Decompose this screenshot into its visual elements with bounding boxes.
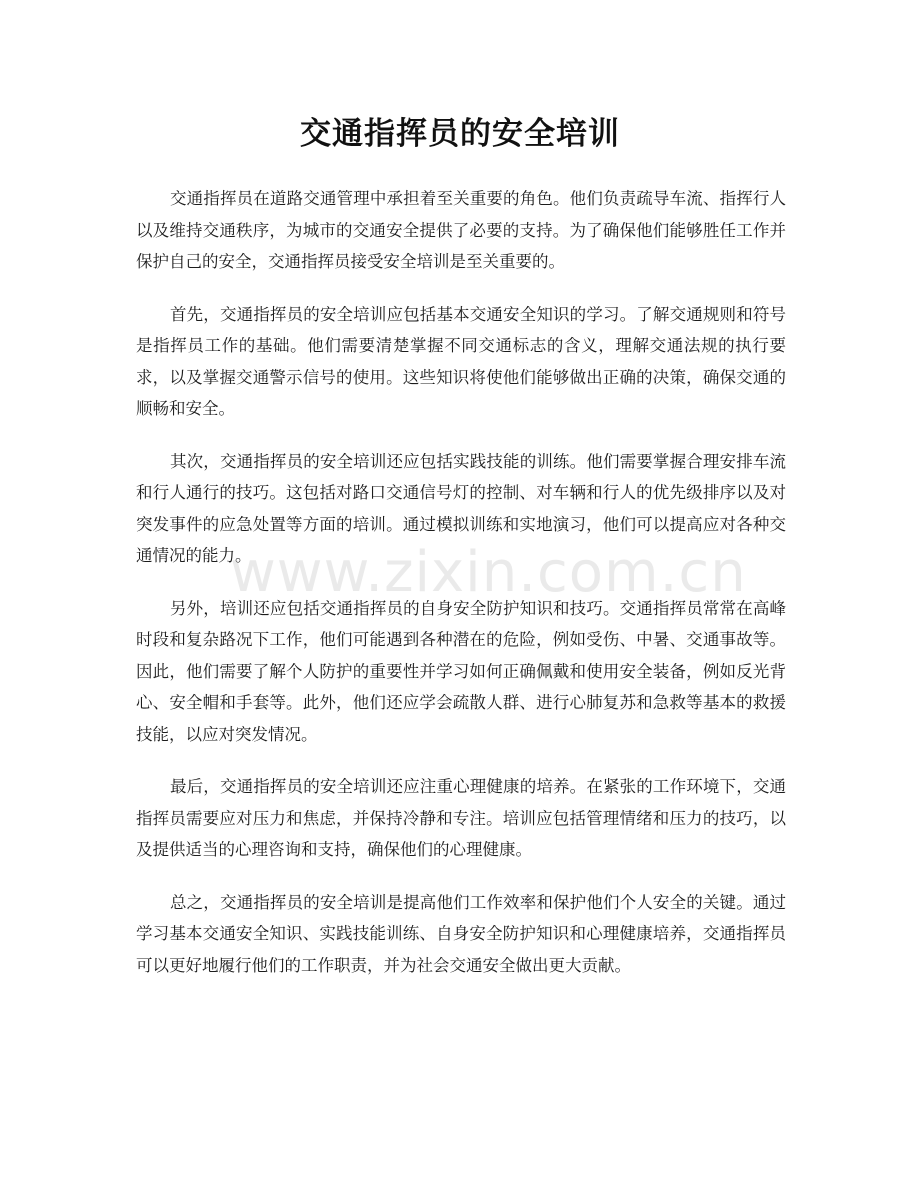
paragraph-practical-skills: 其次，交通指挥员的安全培训还应包括实践技能的训练。他们需要掌握合理安排车流和行人通行的技巧。这包括对路口交通信号灯的控制、对车辆和行人的优先级排序以及对突发事件的应急处置等方面的培训。通过模拟训练和实地演习，他们可以提高应对各种交通情况的能力。 xyxy=(136,451,786,565)
paragraph-conclusion: 总之，交通指挥员的安全培训是提高他们工作效率和保护他们个人安全的关键。通过学习基本交通安全知识、实践技能训练、自身安全防护知识和心理健康培养，交通指挥员可以更好地履行他们的工作职责，并为社会交通安全做出更大贡献。 xyxy=(136,892,786,975)
paragraph-self-protection: 另外，培训还应包括交通指挥员的自身安全防护知识和技巧。交通指挥员常常在高峰时段和复杂路况下工作，他们可能遇到各种潜在的危险，例如受伤、中暑、交通事故等。因此，他们需要了解个人防护的重要性并学习如何正确佩戴和使用安全装备，例如反光背心、安全帽和手套等。此外，他们还应学会疏散人群、进行心肺复苏和急救等基本的救援技能，以应对突发情况。 xyxy=(136,598,786,744)
paragraph-mental-health: 最后，交通指挥员的安全培训还应注重心理健康的培养。在紧张的工作环境下，交通指挥员需要应对压力和焦虑，并保持冷静和专注。培训应包括管理情绪和压力的技巧，以及提供适当的心理咨询和支持，确保他们的心理健康。 xyxy=(136,777,786,859)
watermark: www.zixin.com.cn xyxy=(230,540,747,605)
paragraph-basic-knowledge: 首先，交通指挥员的安全培训应包括基本交通安全知识的学习。了解交通规则和符号是指挥员工作的基础。他们需要清楚掌握不同交通标志的含义，理解交通法规的执行要求，以及掌握交通警示信号的使用。这些知识将使他们能够做出正确的决策，确保交通的顺畅和安全。 xyxy=(136,304,786,418)
document-title: 交通指挥员的安全培训 xyxy=(300,116,620,152)
paragraph-intro: 交通指挥员在道路交通管理中承担着至关重要的角色。他们负责疏导车流、指挥行人以及维持交通秩序，为城市的交通安全提供了必要的支持。为了确保他们能够胜任工作并保护自己的安全，交通指挥员接受安全培训是至关重要的。 xyxy=(136,189,786,271)
document-body xyxy=(136,183,786,1002)
